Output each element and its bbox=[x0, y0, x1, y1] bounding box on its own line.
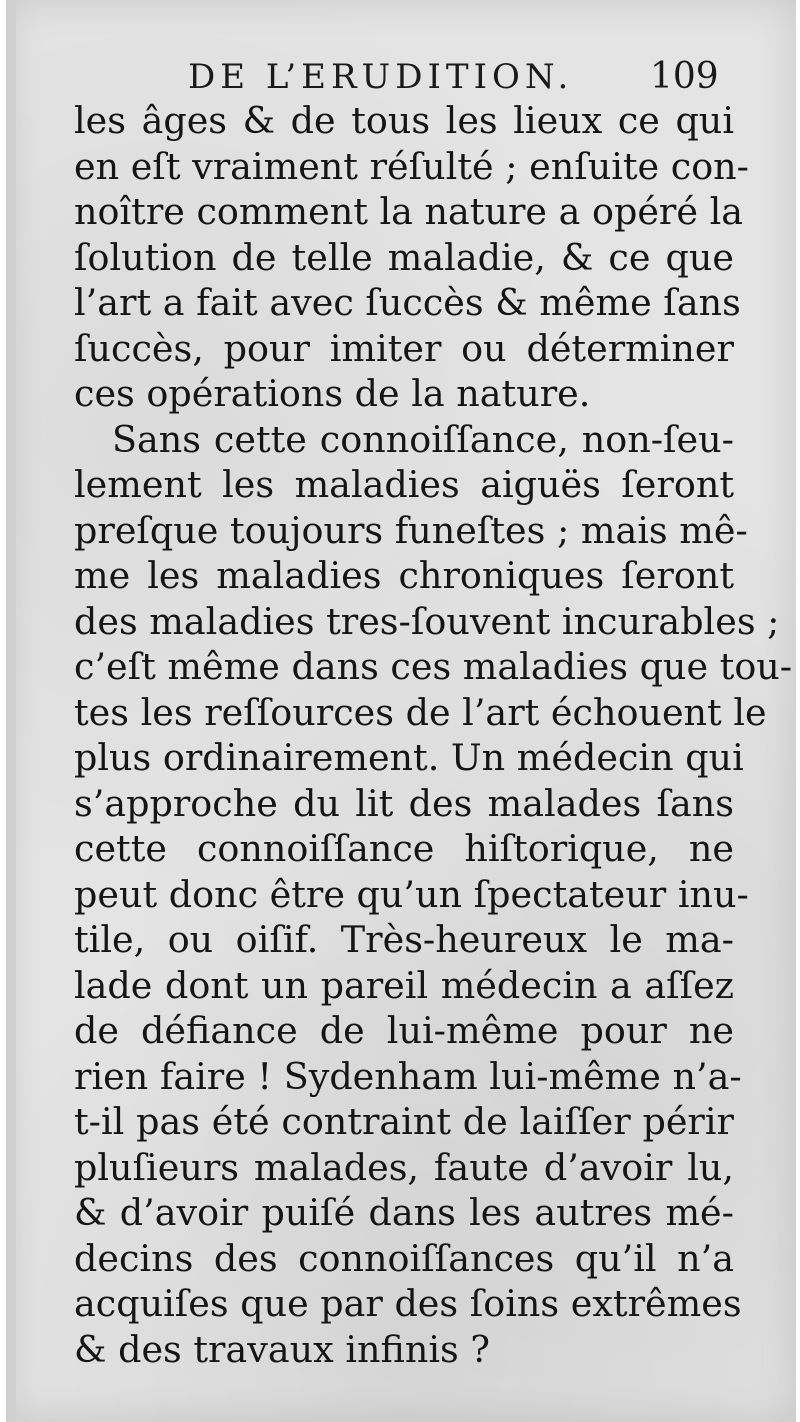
text-line: c’eſt même dans ces maladies que tou- bbox=[74, 645, 793, 688]
text-line: acquiſes que par des ſoins extrêmes bbox=[74, 1282, 742, 1325]
text-line: lement les maladies aiguës ſeront bbox=[74, 463, 734, 506]
text-line: tes les reſſources de l’art échouent le bbox=[74, 690, 767, 734]
text-line: pluſieurs malades, faute d’avoir lu, bbox=[74, 1145, 734, 1189]
text-line: & d’avoir puiſé dans les autres mé- bbox=[74, 1191, 734, 1234]
text-line: lade dont un pareil médecin a aſſez bbox=[74, 963, 734, 1007]
text-line: les âges & de tous les lieux ce qui bbox=[74, 99, 734, 142]
text-line: t-il pas été contraint de laiſſer périr bbox=[74, 1100, 734, 1143]
body-text bbox=[74, 98, 793, 1372]
page-edge-shadow bbox=[6, 0, 16, 1422]
page-number: 109 bbox=[650, 56, 719, 97]
text-line: preſque toujours funeſtes ; mais mê- bbox=[74, 508, 748, 552]
text-line: noître comment la nature a opéré la bbox=[74, 190, 744, 233]
text-line: l’art a fait avec ſuccès & même ſans bbox=[74, 281, 741, 324]
text-line: plus ordinairement. Un médecin qui bbox=[74, 736, 744, 779]
text-line: des maladies tres-ſouvent incurables ; bbox=[74, 599, 780, 643]
text-line: tile, ou oiſif. Très-heureux le ma- bbox=[74, 918, 734, 961]
text-line: Sans cette connoiſſance, non-ſeu- bbox=[112, 417, 734, 461]
running-title: DE L’ERUDITION. bbox=[188, 57, 574, 97]
text-line: cette connoiſſance hiſtorique, ne bbox=[74, 827, 734, 870]
text-line: decins des connoiſſances qu’il n’a bbox=[74, 1236, 734, 1280]
text-line: ſolution de telle maladie, & ce que bbox=[74, 235, 734, 279]
text-line: de défiance de lui-même pour ne bbox=[74, 1009, 734, 1052]
text-line: & des travaux infinis ? bbox=[74, 1327, 490, 1371]
text-line: en eſt vraiment réſulté ; enſuite con- bbox=[74, 144, 750, 188]
text-line: s’approche du lit des malades ſans bbox=[74, 781, 734, 825]
text-line: rien faire ! Sydenham lui-même n’a- bbox=[74, 1054, 742, 1098]
text-line: peut donc être qu’un ſpectateur inu- bbox=[74, 872, 749, 916]
running-header bbox=[0, 52, 800, 102]
text-line: ces opérations de la nature. bbox=[74, 372, 591, 415]
text-line: me les maladies chroniques ſeront bbox=[74, 554, 734, 597]
text-line: ſuccès, pour imiter ou déterminer bbox=[74, 326, 734, 370]
